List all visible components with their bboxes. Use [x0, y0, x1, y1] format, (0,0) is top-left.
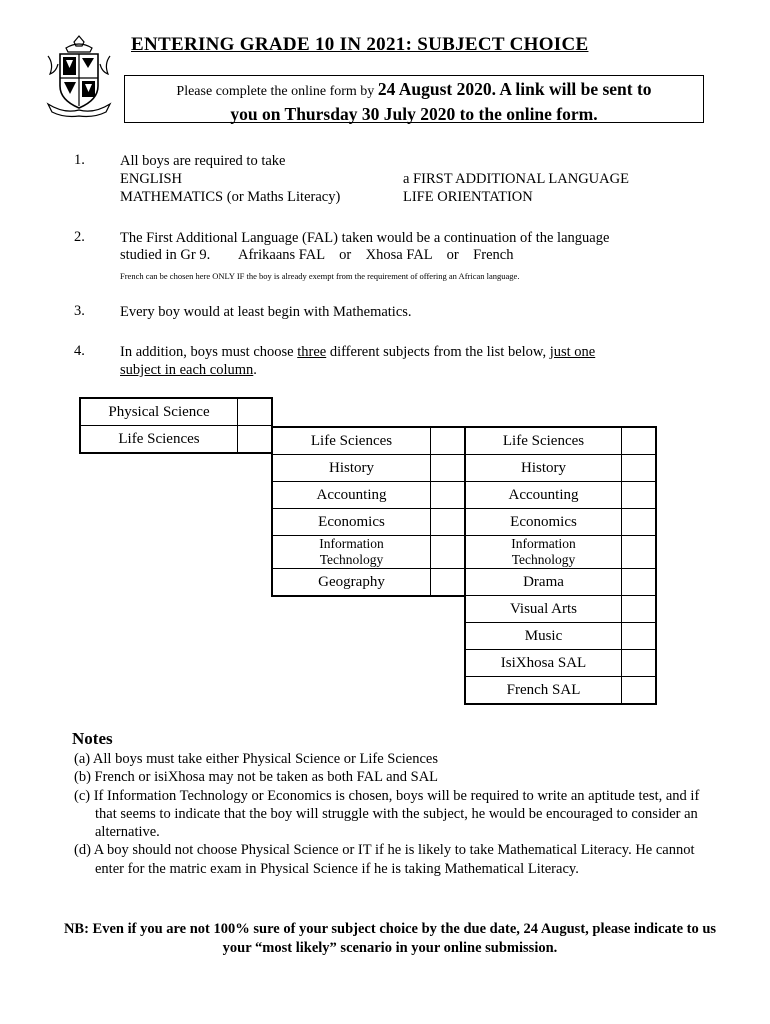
choice-checkbox[interactable]: [622, 536, 657, 569]
subject-name: Life Sciences: [465, 427, 622, 455]
required-subject-fal: a FIRST ADDITIONAL LANGUAGE: [403, 171, 629, 187]
subject-name: Life Sciences: [272, 427, 431, 455]
table-row: [465, 623, 656, 650]
choice-checkbox[interactable]: [622, 455, 657, 482]
subject-name: Music: [465, 623, 622, 650]
list-item: (b) French or isiXhosa may not be taken as both FAL and SAL: [74, 769, 439, 786]
choice-checkbox[interactable]: [622, 482, 657, 509]
emphasis-three: three: [297, 344, 327, 360]
emphasis-just-one: just one: [549, 344, 596, 360]
point-3-text: Every boy would at least begin with Mathematics.: [120, 304, 412, 320]
table-row: [80, 426, 272, 454]
table-row: [272, 509, 465, 536]
table-row: [465, 509, 656, 536]
notice-deadline: 24 August 2020. A link will be sent to: [377, 79, 652, 99]
list-item: (c) If Information Technology or Economics is chosen, boys will be required to write an aptitude test, and if that seems to indicate that the boy will struggle with the subject, he would be encouraged to consider an alternative.: [74, 787, 700, 841]
point-4-line-1: In addition, boys must choose three different subjects from the list below, just one: [120, 344, 596, 360]
choice-checkbox[interactable]: [622, 650, 657, 677]
subject-name: Information Technology: [465, 536, 622, 569]
required-subject-life-orientation: LIFE ORIENTATION: [403, 189, 533, 205]
table-row: [80, 398, 272, 426]
subject-column-1: [79, 397, 273, 454]
point-1-intro: All boys are required to take: [120, 153, 286, 169]
subject-name: Economics: [465, 509, 622, 536]
subject-name: Geography: [272, 569, 431, 597]
required-subject-mathematics: MATHEMATICS (or Maths Literacy): [120, 189, 341, 205]
table-row: [465, 536, 656, 569]
table-row: [465, 650, 656, 677]
notice-text-intro: Please complete the online form by: [176, 84, 378, 99]
subject-name: Accounting: [272, 482, 431, 509]
choice-checkbox[interactable]: [622, 596, 657, 623]
subject-name: Visual Arts: [465, 596, 622, 623]
subject-name: Drama: [465, 569, 622, 596]
choice-checkbox[interactable]: [431, 569, 466, 597]
choice-checkbox[interactable]: [622, 569, 657, 596]
point-number-4: 4.: [74, 343, 85, 359]
subject-name: Life Sciences: [80, 426, 238, 454]
choice-checkbox[interactable]: [238, 398, 273, 426]
deadline-notice-box: [124, 75, 704, 123]
point-number-1: 1.: [74, 152, 85, 168]
table-row: [465, 482, 656, 509]
choice-checkbox[interactable]: [622, 623, 657, 650]
point-4-line-2: subject in each column.: [120, 362, 257, 378]
table-row: [272, 455, 465, 482]
subject-name: History: [465, 455, 622, 482]
subject-name: Economics: [272, 509, 431, 536]
table-row: [465, 455, 656, 482]
subject-name: Accounting: [465, 482, 622, 509]
emphasis-each-column: subject in each column: [120, 362, 254, 378]
table-row: [465, 427, 656, 455]
list-item: (a) All boys must take either Physical Science or Life Sciences: [74, 751, 439, 767]
page-title: ENTERING GRADE 10 IN 2021: SUBJECT CHOICE: [131, 34, 589, 55]
notes-list: [74, 750, 714, 878]
french-exemption-note: French can be chosen here ONLY IF the boy is already exempt from the requirement of offering an African language.: [120, 271, 520, 281]
choice-checkbox[interactable]: [622, 509, 657, 536]
list-item: (d) A boy should not choose Physical Science or IT if he is likely to take Mathematical Literacy. He cannot enter for the matric exam in Physical Science if he is taking Mathematical Literacy.: [74, 842, 695, 877]
point-2-text: The First Additional Language (FAL) taken would be a continuation of the language: [120, 230, 610, 246]
school-crest-logo: [44, 34, 114, 120]
fal-options: Afrikaans FAL or Xhosa FAL or French: [238, 247, 514, 263]
point-number-3: 3.: [74, 303, 85, 319]
subject-column-2: [271, 426, 466, 597]
point-2-studied: studied in Gr 9.: [120, 247, 211, 263]
subject-name: French SAL: [465, 677, 622, 705]
point-number-2: 2.: [74, 229, 85, 245]
choice-checkbox[interactable]: [238, 426, 273, 454]
subject-name: Physical Science: [80, 398, 238, 426]
table-row: [272, 536, 465, 569]
required-subject-english: ENGLISH: [120, 171, 183, 187]
choice-checkbox[interactable]: [431, 509, 466, 536]
notice-link-date: you on Thursday 30 July 2020 to the online form.: [230, 104, 598, 124]
subject-name: IsiXhosa SAL: [465, 650, 622, 677]
nb-note: NB: Even if you are not 100% sure of your subject choice by the due date, 24 August, please indicate to us your “most likely” scenario in your online submission.: [63, 921, 717, 956]
table-row: [465, 677, 656, 705]
subject-name: History: [272, 455, 431, 482]
choice-checkbox[interactable]: [431, 455, 466, 482]
table-row: [465, 569, 656, 596]
choice-checkbox[interactable]: [622, 677, 657, 705]
choice-checkbox[interactable]: [431, 427, 466, 455]
choice-checkbox[interactable]: [431, 536, 466, 569]
choice-checkbox[interactable]: [622, 427, 657, 455]
table-row: [272, 427, 465, 455]
table-row: [272, 569, 465, 597]
table-row: [272, 482, 465, 509]
subject-column-3: [464, 426, 657, 705]
choice-checkbox[interactable]: [431, 482, 466, 509]
table-row: [465, 596, 656, 623]
notes-heading: Notes: [72, 729, 113, 748]
subject-name: Information Technology: [272, 536, 431, 569]
